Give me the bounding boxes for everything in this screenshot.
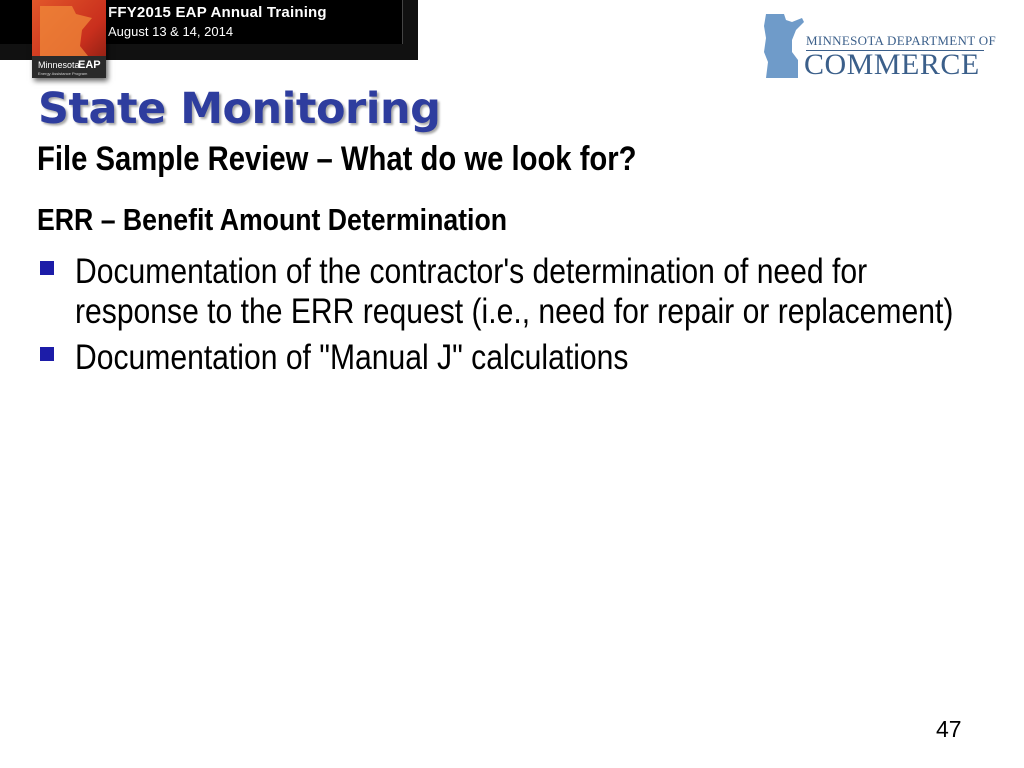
department-line: MINNESOTA DEPARTMENT OF <box>806 33 996 48</box>
commerce-wordmark: COMMERCE <box>804 48 980 81</box>
minnesota-eap-logo <box>32 0 106 78</box>
square-bullet-icon <box>40 347 54 361</box>
minnesota-state-icon <box>762 12 806 80</box>
svg-text:EAP: EAP <box>78 59 101 71</box>
svg-text:Minnesota: Minnesota <box>38 60 80 70</box>
svg-text:Energy Assistance Program: Energy Assistance Program <box>38 71 88 76</box>
page-number: 47 <box>936 716 962 742</box>
bullet-text: Documentation of the contractor's determination of need for response to the ERR request (i.e., need for repair or replacement) <box>75 252 954 331</box>
event-date: August 13 & 14, 2014 <box>108 24 234 39</box>
slide-subtitle: File Sample Review – What do we look for? <box>37 140 637 178</box>
section-heading: ERR – Benefit Amount Determination <box>37 202 508 237</box>
bullet-item <box>40 252 980 332</box>
slide-title: State Monitoring <box>38 84 441 134</box>
event-title: FFY2015 EAP Annual Training <box>108 4 327 21</box>
bullet-item <box>40 338 980 378</box>
bullet-text: Documentation of "Manual J" calculations <box>75 338 629 377</box>
square-bullet-icon <box>40 261 54 275</box>
bullet-list <box>40 252 980 384</box>
